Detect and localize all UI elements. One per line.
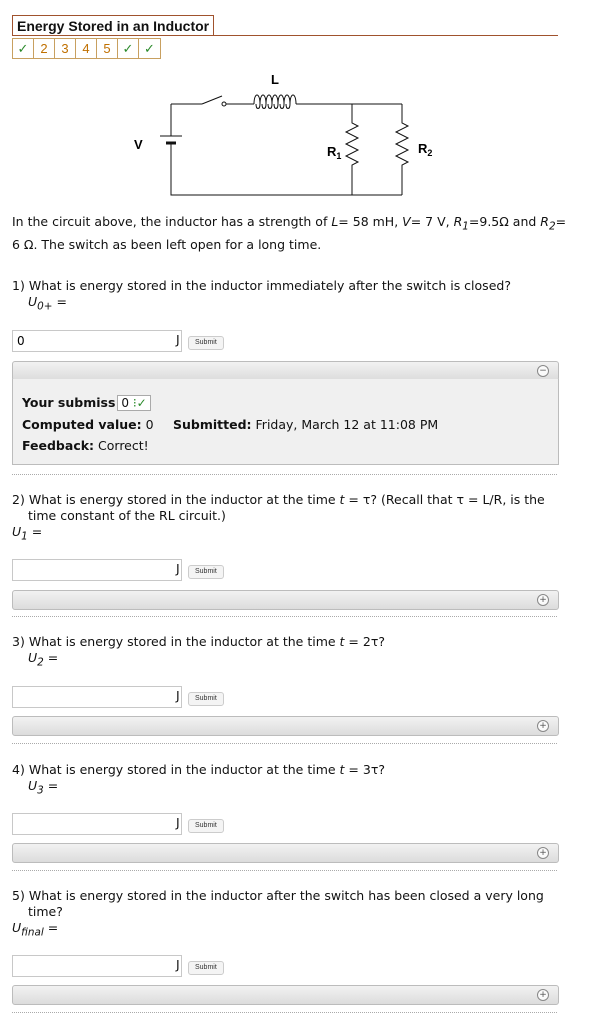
question-3: 3) What is energy stored in the inductor at the time t = 2τ? $U_2$ = <box>12 634 385 669</box>
answer-input-3[interactable] <box>12 686 182 708</box>
expand-icon[interactable]: + <box>537 594 549 606</box>
submit-button-4[interactable]: Submit <box>188 819 224 833</box>
nav-item-7[interactable]: ✓ <box>144 41 155 56</box>
answer-input-1[interactable] <box>12 330 182 352</box>
inductor-coil <box>254 95 296 104</box>
question-nav <box>12 38 161 59</box>
feedback-line: Feedback: Correct! <box>22 438 149 453</box>
circuit-diagram <box>130 68 433 203</box>
feedback-bar-3[interactable] <box>12 716 559 736</box>
divider-1 <box>12 474 557 475</box>
feedback-bar-2[interactable] <box>12 590 559 610</box>
nav-item-3[interactable]: 3 <box>55 39 76 58</box>
switch-contact <box>222 102 226 106</box>
question-1: 1) What is energy stored in the inductor immediately after the switch is closed? $U_{0+}$ = <box>12 278 511 313</box>
expand-icon[interactable]: + <box>537 989 549 1001</box>
inductor-loops <box>256 104 290 109</box>
collapse-icon[interactable]: − <box>537 365 549 377</box>
nav-item-6[interactable]: ✓ <box>118 39 139 58</box>
answer-input-5[interactable] <box>12 955 182 977</box>
resistor-r1 <box>346 104 358 195</box>
unit-label-4: J <box>176 815 180 830</box>
computed-line: Computed value: 0 <box>22 417 154 432</box>
submit-button-3[interactable]: Submit <box>188 692 224 706</box>
page-title: Energy Stored in an Inductor <box>12 15 214 36</box>
unit-label-1: J <box>176 332 180 347</box>
check-icon: ⁝✓ <box>132 396 147 410</box>
divider-4 <box>12 870 557 871</box>
submission-badge: 0 ⁝✓ <box>117 395 150 411</box>
question-5: 5) What is energy stored in the inductor after the switch has been closed a very long time? $U_{final}$ = <box>12 888 544 939</box>
submit-button-5[interactable]: Submit <box>188 961 224 975</box>
label-l: L <box>271 72 279 87</box>
title-divider <box>12 35 558 36</box>
question-2: 2) What is energy stored in the inductor at the time t = τ? (Recall that τ = L/R, is the time constant of the RL circuit.) $U_1$ = <box>12 492 545 543</box>
question-4: 4) What is energy stored in the inductor at the time t = 3τ? $U_3$ = <box>12 762 385 797</box>
feedback-bar-1[interactable] <box>12 361 559 381</box>
problem-statement: In the circuit above, the inductor has a strength of L= 58 mH, V= 7 V, $R_1=9.5\Omega$ and $R_2= 6$ Ω. The switch as been left open for a long time. <box>12 214 567 252</box>
answer-input-2[interactable] <box>12 559 182 581</box>
expand-icon[interactable]: + <box>537 720 549 732</box>
switch-lever <box>202 96 222 104</box>
answer-input-4[interactable] <box>12 813 182 835</box>
divider-3 <box>12 743 557 744</box>
divider-2 <box>12 616 557 617</box>
submit-button-2[interactable]: Submit <box>188 565 224 579</box>
submission-line: Your submiss 0 ⁝✓ <box>22 395 151 411</box>
submit-button-1[interactable]: Submit <box>188 336 224 350</box>
feedback-bar-5[interactable] <box>12 985 559 1005</box>
nav-item-5[interactable]: 5 <box>97 39 118 58</box>
unit-label-3: J <box>176 688 180 703</box>
unit-label-5: J <box>176 957 180 972</box>
unit-label-2: J <box>176 561 180 576</box>
feedback-panel-1 <box>12 379 559 465</box>
label-v: V <box>134 137 143 152</box>
nav-item-4[interactable]: 4 <box>76 39 97 58</box>
nav-item-1[interactable]: ✓ <box>13 39 34 58</box>
resistor-r2 <box>396 104 408 195</box>
feedback-bar-4[interactable] <box>12 843 559 863</box>
label-r1: $R_1$ <box>327 144 342 161</box>
expand-icon[interactable]: + <box>537 847 549 859</box>
divider-5 <box>12 1012 557 1013</box>
label-r2: $R_2$ <box>418 141 433 158</box>
wire-bottom <box>171 148 402 195</box>
nav-item-2[interactable]: 2 <box>34 39 55 58</box>
submitted-line: Submitted: Friday, March 12 at 11:08 PM <box>173 417 439 432</box>
